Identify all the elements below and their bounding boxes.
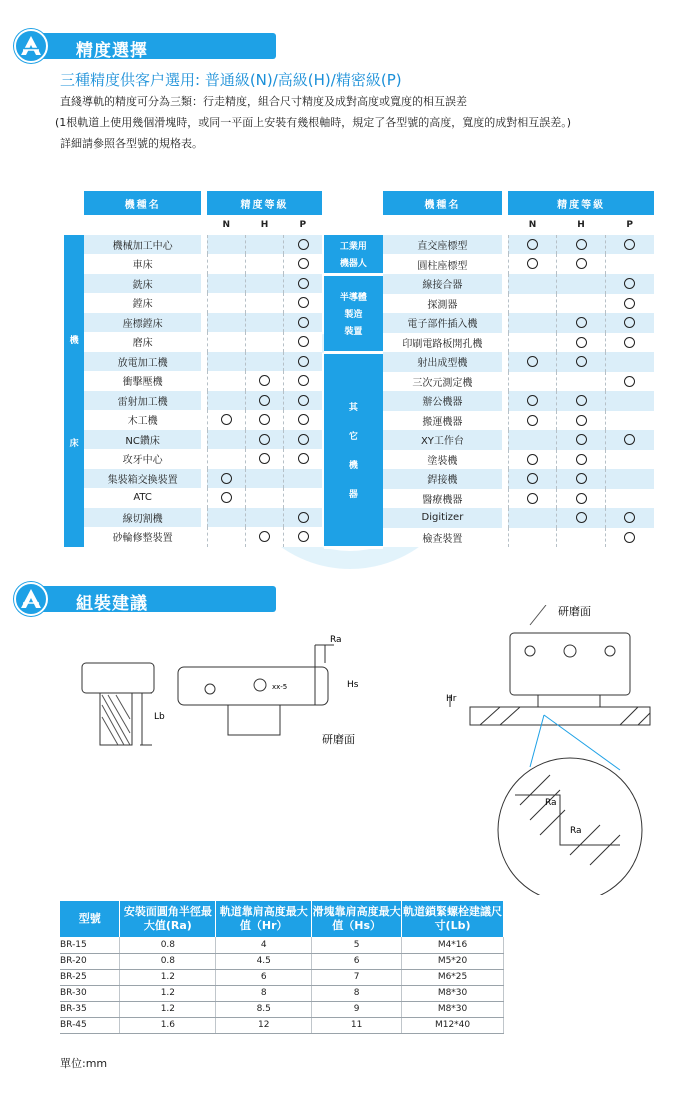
category-label: 它 xyxy=(348,431,358,442)
machine-name: 直交座標型 xyxy=(383,235,502,255)
category-label: 機 xyxy=(348,460,358,471)
precision-mark-icon xyxy=(576,395,587,406)
spec-cell: 0.8 xyxy=(120,937,216,953)
precision-mark-icon xyxy=(527,239,538,250)
precision-mark-icon xyxy=(576,493,587,504)
spec-row xyxy=(60,969,504,985)
precision-mark-icon xyxy=(624,434,635,445)
category-label: 製造 xyxy=(344,309,363,320)
section-header-precision xyxy=(14,29,276,63)
precision-mark-icon xyxy=(298,434,309,445)
table-row xyxy=(64,274,322,294)
machine-name: 射出成型機 xyxy=(383,352,502,372)
spec-row xyxy=(60,937,504,953)
machine-name: 衝擊壓機 xyxy=(84,371,201,391)
spec-cell: 6 xyxy=(312,953,402,969)
spec-cell: BR-30 xyxy=(60,985,120,1001)
machine-name: 線切割機 xyxy=(84,508,201,528)
spec-cell: 7 xyxy=(312,969,402,985)
table-row xyxy=(64,391,322,411)
machine-name: 銲接機 xyxy=(383,469,502,489)
machine-name: 醫療機器 xyxy=(383,489,502,509)
grade-label: N xyxy=(222,219,231,230)
machine-name: 木工機 xyxy=(84,410,201,430)
machine-name: 塗裝機 xyxy=(383,450,502,470)
machine-name: 搬運機器 xyxy=(383,411,502,431)
machine-name: 放電加工機 xyxy=(84,352,201,372)
machine-name: 電子部件插入機 xyxy=(383,313,502,333)
precision-mark-icon xyxy=(624,278,635,289)
section-title: 精度選擇 xyxy=(76,41,148,61)
precision-mark-icon xyxy=(527,395,538,406)
intro-line-1: 直綫導軌的精度可分為三類：行走精度，組合尺寸精度及成對高度或寬度的相互誤差 xyxy=(60,95,467,108)
category-machine-tool xyxy=(64,235,84,547)
spec-cell: 5 xyxy=(312,937,402,953)
category-label: 工業用 xyxy=(339,241,367,252)
spec-cell: 8 xyxy=(312,985,402,1001)
block-drawing xyxy=(178,645,334,735)
table-row xyxy=(64,469,322,489)
spec-header: 軌道靠肩高度最大值（Hr） xyxy=(216,901,312,937)
precision-mark-icon xyxy=(624,317,635,328)
grade-label: P xyxy=(299,219,307,230)
precision-mark-icon xyxy=(527,415,538,426)
machine-name: 銑床 xyxy=(84,274,201,294)
category-label: 機器人 xyxy=(339,258,367,269)
spec-header: 安裝面圓角半徑最大值(Ra) xyxy=(120,901,216,937)
machine-name: 檢查裝置 xyxy=(383,528,502,548)
machine-name: XY工作台 xyxy=(383,430,502,450)
table-row xyxy=(64,449,322,469)
label-grind-1: 研磨面 xyxy=(322,733,355,746)
table-row xyxy=(64,293,322,313)
spec-cell: 11 xyxy=(312,1017,402,1033)
precision-mark-icon xyxy=(624,376,635,387)
spec-cell: 1.2 xyxy=(120,969,216,985)
spec-row xyxy=(60,1001,504,1017)
precision-mark-icon xyxy=(298,258,309,269)
precision-mark-icon xyxy=(259,531,270,542)
machine-name: 集裝箱交換裝置 xyxy=(84,469,201,489)
precision-mark-icon xyxy=(298,414,309,425)
table-row xyxy=(64,352,322,372)
precision-mark-icon xyxy=(259,395,270,406)
table-row xyxy=(64,410,322,430)
precision-mark-icon xyxy=(527,454,538,465)
header-bar xyxy=(34,33,276,59)
intro-line-2: (1根軌道上使用幾個滑塊時，或同一平面上安裝有幾根軸時，規定了各型號的高度，寬度的成對相互誤差。) xyxy=(55,116,572,129)
precision-mark-icon xyxy=(298,336,309,347)
spec-cell: M8*30 xyxy=(402,1001,504,1017)
precision-mark-icon xyxy=(298,512,309,523)
precision-mark-icon xyxy=(221,492,232,503)
grade-label: P xyxy=(626,219,633,230)
precision-mark-icon xyxy=(298,375,309,386)
machine-name: 車床 xyxy=(84,254,201,274)
brand-logo-icon xyxy=(14,582,48,616)
spec-row xyxy=(60,1017,504,1033)
spec-cell: 8 xyxy=(216,985,312,1001)
label-hs: Hs xyxy=(347,680,359,690)
machine-name: 座標鏜床 xyxy=(84,313,201,333)
category-label: 其 xyxy=(348,402,358,413)
table-row xyxy=(64,508,322,528)
precision-mark-icon xyxy=(576,239,587,250)
precision-mark-icon xyxy=(527,356,538,367)
machine-precision-table-left xyxy=(64,191,322,547)
assembly-diagram xyxy=(60,605,680,895)
header-precision-grade: 精度等級 xyxy=(508,191,654,215)
machine-name: 鏜床 xyxy=(84,293,201,313)
section-title: 組裝建議 xyxy=(76,594,148,614)
table-row xyxy=(64,527,322,547)
zoom-detail-drawing xyxy=(498,715,642,895)
precision-mark-icon xyxy=(576,337,587,348)
category-label: 半導體 xyxy=(339,292,367,303)
spec-cell: 9 xyxy=(312,1001,402,1017)
spec-row xyxy=(60,985,504,1001)
spec-header: 型號 xyxy=(60,901,120,937)
label-grind-2: 研磨面 xyxy=(558,605,591,618)
table-row xyxy=(324,274,654,294)
grade-label: N xyxy=(528,219,537,230)
rail-assembly-drawing xyxy=(450,605,650,725)
table-row xyxy=(64,371,322,391)
spec-row xyxy=(60,953,504,969)
machine-precision-table-right xyxy=(324,191,654,549)
spec-cell: 1.2 xyxy=(120,1001,216,1017)
spec-cell: BR-25 xyxy=(60,969,120,985)
spec-cell: 4 xyxy=(216,937,312,953)
machine-name: 攻牙中心 xyxy=(84,449,201,469)
machine-name: 辦公機器 xyxy=(383,391,502,411)
precision-mark-icon xyxy=(576,317,587,328)
machine-name: 機械加工中心 xyxy=(84,235,201,255)
grade-label: H xyxy=(577,219,585,230)
table-row xyxy=(64,488,322,508)
precision-mark-icon xyxy=(624,532,635,543)
precision-mark-icon xyxy=(298,395,309,406)
machine-name: 三次元測定機 xyxy=(383,372,502,392)
precision-mark-icon xyxy=(576,454,587,465)
category-cell xyxy=(324,235,383,275)
precision-mark-icon xyxy=(576,415,587,426)
table-row xyxy=(64,430,322,450)
table-row xyxy=(324,235,654,255)
spec-cell: BR-20 xyxy=(60,953,120,969)
header-machine-name: 機種名 xyxy=(84,191,201,215)
machine-name: ATC xyxy=(84,488,201,508)
precision-mark-icon xyxy=(259,453,270,464)
precision-mark-icon xyxy=(298,317,309,328)
precision-mark-icon xyxy=(298,239,309,250)
label-ra-1: Ra xyxy=(330,635,342,645)
table-row xyxy=(64,313,322,333)
precision-mark-icon xyxy=(298,531,309,542)
category-cell xyxy=(324,352,383,547)
precision-mark-icon xyxy=(576,258,587,269)
label-hr: Hr xyxy=(446,694,457,704)
precision-mark-icon xyxy=(527,473,538,484)
spec-cell: BR-45 xyxy=(60,1017,120,1033)
category-char: 機 xyxy=(69,335,79,346)
grade-label: H xyxy=(260,219,269,230)
precision-mark-icon xyxy=(259,434,270,445)
header-precision-grade: 精度等級 xyxy=(207,191,322,215)
label-ra-2: Ra xyxy=(545,798,557,808)
category-cell xyxy=(324,274,383,352)
table-row xyxy=(324,352,654,372)
precision-mark-icon xyxy=(221,473,232,484)
intro-line-3: 詳細請參照各型號的規格表。 xyxy=(60,137,203,150)
precision-mark-icon xyxy=(298,356,309,367)
machine-name: 線接合器 xyxy=(383,274,502,294)
precision-mark-icon xyxy=(259,414,270,425)
precision-mark-icon xyxy=(298,297,309,308)
spec-table xyxy=(60,901,504,1034)
header-machine-name: 機種名 xyxy=(383,191,502,215)
spec-cell: 1.6 xyxy=(120,1017,216,1033)
spec-header: 軌道鎖緊螺栓建議尺寸(Lb) xyxy=(402,901,504,937)
precision-mark-icon xyxy=(527,258,538,269)
label-xx: xx-5 xyxy=(272,683,288,691)
machine-name: 圓柱座標型 xyxy=(383,254,502,274)
machine-name: 雷射加工機 xyxy=(84,391,201,411)
precision-mark-icon xyxy=(576,473,587,484)
unit-label: 單位:mm xyxy=(60,1057,108,1070)
machine-name: 砂輪修整裝置 xyxy=(84,527,201,547)
precision-mark-icon xyxy=(221,414,232,425)
spec-cell: 12 xyxy=(216,1017,312,1033)
spec-cell: 6 xyxy=(216,969,312,985)
precision-mark-icon xyxy=(576,434,587,445)
category-char: 床 xyxy=(69,438,79,449)
spec-cell: 0.8 xyxy=(120,953,216,969)
spec-cell: 8.5 xyxy=(216,1001,312,1017)
machine-name: NC鑽床 xyxy=(84,430,201,450)
spec-cell: 1.2 xyxy=(120,985,216,1001)
label-lb: Lb xyxy=(154,712,165,722)
machine-name: 磨床 xyxy=(84,332,201,352)
table-row xyxy=(64,332,322,352)
section-subtitle: 三種精度供客户選用: 普通級(N)/高級(H)/精密級(P) xyxy=(60,71,402,89)
precision-mark-icon xyxy=(527,493,538,504)
bolt-drawing xyxy=(82,663,154,745)
spec-cell: M12*40 xyxy=(402,1017,504,1033)
precision-mark-icon xyxy=(298,278,309,289)
spec-cell: M6*25 xyxy=(402,969,504,985)
precision-mark-icon xyxy=(576,512,587,523)
precision-mark-icon xyxy=(576,356,587,367)
machine-name: 印刷電路板開孔機 xyxy=(383,333,502,353)
precision-mark-icon xyxy=(298,453,309,464)
brand-logo-icon xyxy=(14,29,48,63)
category-label: 器 xyxy=(348,489,358,500)
label-ra-3: Ra xyxy=(570,826,582,836)
precision-mark-icon xyxy=(259,375,270,386)
precision-mark-icon xyxy=(624,512,635,523)
spec-cell: M4*16 xyxy=(402,937,504,953)
spec-header: 滑塊靠肩高度最大值（Hs） xyxy=(312,901,402,937)
spec-cell: M5*20 xyxy=(402,953,504,969)
spec-cell: BR-35 xyxy=(60,1001,120,1017)
table-row xyxy=(64,254,322,274)
machine-name: Digitizer xyxy=(383,508,502,528)
category-label: 裝置 xyxy=(344,326,363,337)
table-row xyxy=(64,235,322,255)
precision-mark-icon xyxy=(624,298,635,309)
precision-mark-icon xyxy=(624,337,635,348)
spec-cell: BR-15 xyxy=(60,937,120,953)
spec-cell: 4.5 xyxy=(216,953,312,969)
machine-name: 探測器 xyxy=(383,294,502,314)
precision-mark-icon xyxy=(624,239,635,250)
spec-cell: M8*30 xyxy=(402,985,504,1001)
